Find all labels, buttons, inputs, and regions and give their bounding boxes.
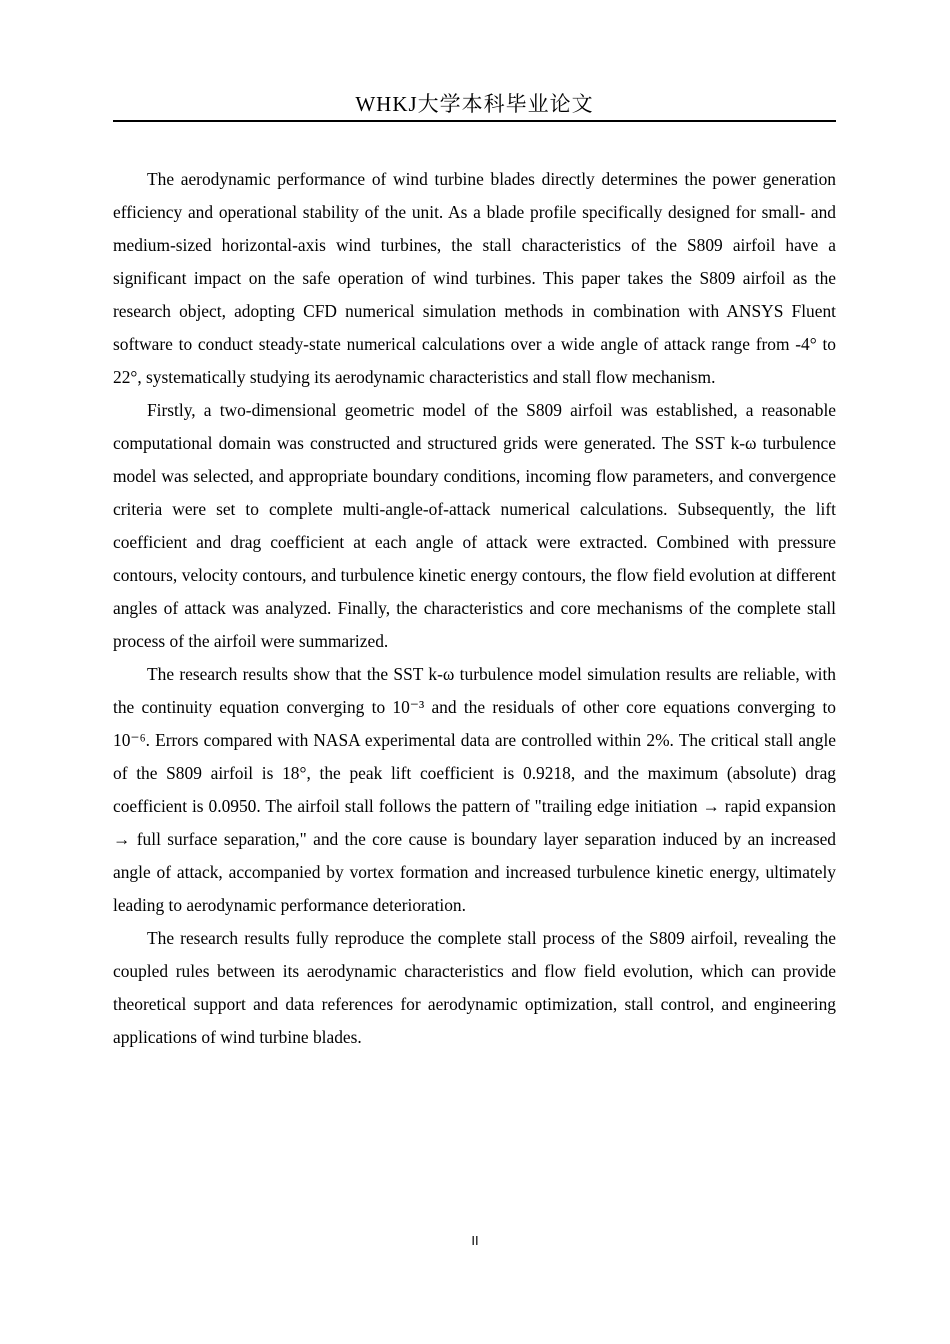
page-header	[113, 88, 836, 122]
header-title: WHKJ大学本科毕业论文	[355, 92, 594, 116]
page-number: II	[471, 1233, 479, 1248]
paragraph-2: Firstly, a two-dimensional geometric model of the S809 airfoil was established, a reasonable computational domain was constructed and structured grids were generated. The SST k-ω turbulence model was selected, and appropriate boundary conditions, incoming flow parameters, and convergence criteria were set to complete multi-angle-of-attack numerical calculations. Subsequently, the lift coefficient and drag coefficient at each angle of attack were extracted. Combined with pressure contours, velocity contours, and turbulence kinetic energy contours, the flow field evolution at different angles of attack was analyzed. Finally, the characteristics and core mechanisms of the complete stall process of the airfoil were summarized.	[113, 400, 836, 651]
paragraph-1: The aerodynamic performance of wind turbine blades directly determines the power generation efficiency and operational stability of the unit. As a blade profile specifically designed for small- and medium-sized horizontal-axis wind turbines, the stall characteristics of the S809 airfoil have a significant impact on the safe operation of wind turbines. This paper takes the S809 airfoil as the research object, adopting CFD numerical simulation methods in combination with ANSYS Fluent software to conduct steady-state numerical calculations over a wide angle of attack range from -4° to 22°, systematically studying its aerodynamic characteristics and stall flow mechanism.	[113, 169, 836, 387]
paragraph-3: The research results show that the SST k-ω turbulence model simulation results are reliable, with the continuity equation converging to 10⁻³ and the residuals of other core equations converging to 10⁻⁶. Errors compared with NASA experimental data are controlled within 2%. The critical stall angle of the S809 airfoil is 18°, the peak lift coefficient is 0.9218, and the maximum (absolute) drag coefficient is 0.0950. The airfoil stall follows the pattern of "trailing edge initiation → rapid expansion → full surface separation," and the core cause is boundary layer separation induced by an increased angle of attack, accompanied by vortex formation and increased turbulence kinetic energy, ultimately leading to aerodynamic performance deterioration.	[113, 664, 836, 915]
abstract-body	[113, 163, 836, 1054]
paragraph-4: The research results fully reproduce the complete stall process of the S809 airfoil, revealing the coupled rules between its aerodynamic characteristics and flow field evolution, which can provide theoretical support and data references for aerodynamic optimization, stall control, and engineering applications of wind turbine blades.	[113, 928, 836, 1047]
